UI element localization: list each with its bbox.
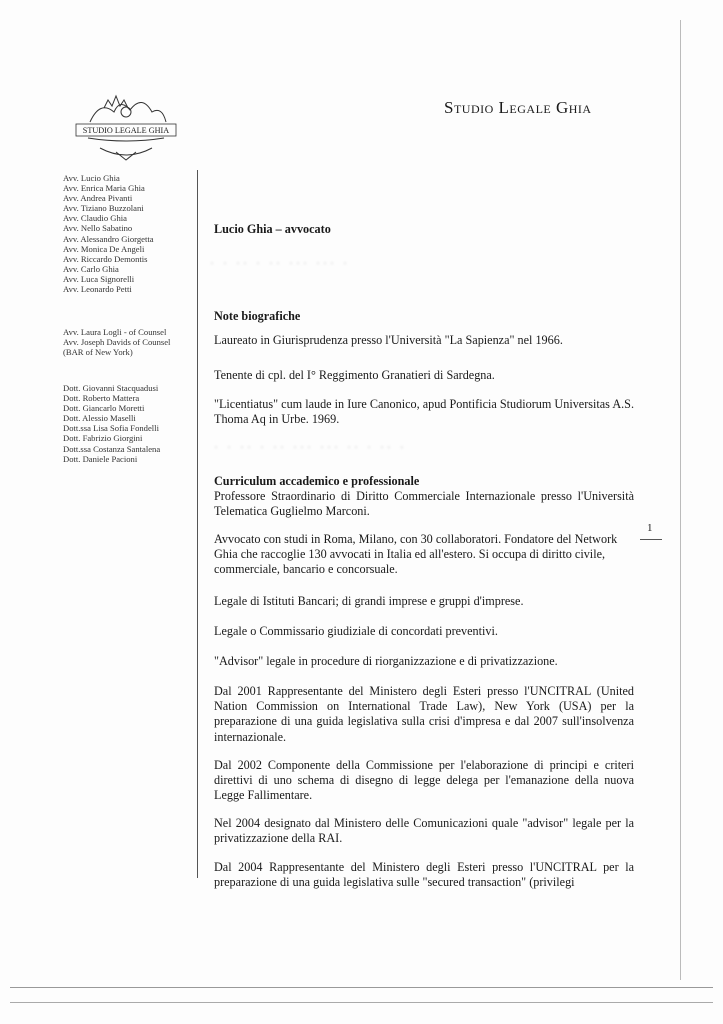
doctor-name: Dott. Daniele Pacioni (63, 453, 138, 464)
counsel-list (63, 327, 170, 357)
redacted-line-2: · · ·· · ·· ··· ··· ·· · ·· · (214, 440, 407, 454)
page-number-rule (640, 539, 662, 540)
cv-paragraph-7: Dal 2002 Componente della Commissione per l'elaborazione di principi e criteri direttivi di uno schema di disegno di legge delega per l'emanazione della nuova Legge Fallimentare. (214, 758, 634, 803)
lawyer-name: Avv. Alessandro Giorgetta (63, 233, 154, 244)
doctors-list (63, 383, 160, 464)
page-number: 1 (647, 522, 653, 534)
firm-name: Studio Legale Ghia (444, 98, 592, 117)
bio-paragraph-1: Laureato in Giurisprudenza presso l'Università "La Sapienza" nel 1966. (214, 333, 563, 347)
lawyer-name: Avv. Nello Sabatino (63, 223, 133, 234)
bio-heading: Note biografiche (214, 309, 301, 323)
lawyer-name: Avv. Luca Signorelli (63, 273, 135, 284)
cv-paragraph-3: Legale di Istituti Bancari; di grandi imprese e gruppi d'imprese. (214, 594, 524, 608)
logo-text: STUDIO LEGALE GHIA (82, 126, 170, 135)
lawyer-name: Avv. Monica De Angeli (63, 243, 145, 254)
bio-paragraph-2: Tenente di cpl. del I° Reggimento Granatieri di Sardegna. (214, 368, 495, 382)
lawyer-name: Avv. Tiziano Buzzolani (63, 203, 144, 214)
bottom-rule-2 (10, 1002, 713, 1003)
cv-heading: Curriculum accademico e professionale (214, 474, 420, 488)
bio-paragraph-3: "Licentiatus" cum laude in Iure Canonico, apud Pontificia Studiorum Universitas A.S. Thoma Aq in Urbe. 1969. (214, 397, 634, 427)
bottom-rule (10, 987, 713, 988)
counsel-name: Avv. Laura Logli - of Counsel (63, 327, 167, 337)
lawyer-name: Avv. Enrica Maria Ghia (63, 183, 145, 194)
doctor-name: Dott. Alessio Maselli (63, 413, 136, 424)
lawyer-name: Avv. Leonardo Petti (63, 284, 132, 295)
lawyer-name: Avv. Riccardo Demontis (63, 253, 148, 264)
lawyer-name: Avv. Lucio Ghia (63, 173, 120, 183)
cv-paragraph-4: Legale o Commissario giudiziale di concordati preventivi. (214, 624, 498, 638)
lawyer-name: Avv. Carlo Ghia (63, 263, 119, 274)
cv-paragraph-8: Nel 2004 designato dal Ministero delle Comunicazioni quale "advisor" legale per la privatizzazione della RAI. (214, 816, 634, 846)
page-edge (680, 20, 681, 980)
counsel-name: Avv. Joseph Davids of Counsel (63, 337, 171, 348)
counsel-name: (BAR of New York) (63, 347, 133, 358)
cv-paragraph-2: Avvocato con studi in Roma, Milano, con 30 collaboratori. Fondatore del Network Ghia che raccoglie 130 avvocati in Italia ed all'estero. Si occupa di diritto civile, commerciale, bancario e concorsuale. (214, 532, 618, 577)
vertical-divider (197, 170, 198, 878)
lawyer-name: Avv. Claudio Ghia (63, 213, 127, 224)
cv-paragraph-9: Dal 2004 Rappresentante del Ministero degli Esteri presso l'UNCITRAL per la preparazione di una guida legislativa sulle "secured transaction" (privilegi (214, 860, 634, 890)
firm-logo (70, 92, 182, 164)
cv-paragraph-6: Dal 2001 Rappresentante del Ministero degli Esteri presso l'UNCITRAL (United Nation Commission on International Trade Law), New York (USA) per la preparazione di una guida legislativa sulla crisi d'impresa e dal 2007 sull'insolvenza internazionale. (214, 684, 634, 744)
person-title: Lucio Ghia – avvocato (214, 222, 331, 236)
doctor-name: Dott. Fabrizio Giorgini (63, 433, 143, 444)
doctor-name: Dott.ssa Lisa Sofia Fondelli (63, 423, 159, 434)
lawyer-name: Avv. Andrea Pivanti (63, 193, 133, 204)
doctor-name: Dott. Roberto Mattera (63, 393, 140, 404)
lawyers-list (63, 173, 154, 294)
doctor-name: Dott. Giancarlo Moretti (63, 403, 145, 414)
cv-paragraph-5: "Advisor" legale in procedure di riorganizzazione e di privatizzazione. (214, 654, 558, 668)
doctor-name: Dott.ssa Costanza Santalena (63, 443, 161, 454)
cv-paragraph-1: Professore Straordinario di Diritto Commerciale Internazionale presso l'Università Telematica Guglielmo Marconi. (214, 489, 634, 519)
doctor-name: Dott. Giovanni Stacquadusi (63, 383, 159, 393)
redacted-line: · · ·· · ·· ··· ··· · (210, 256, 350, 270)
